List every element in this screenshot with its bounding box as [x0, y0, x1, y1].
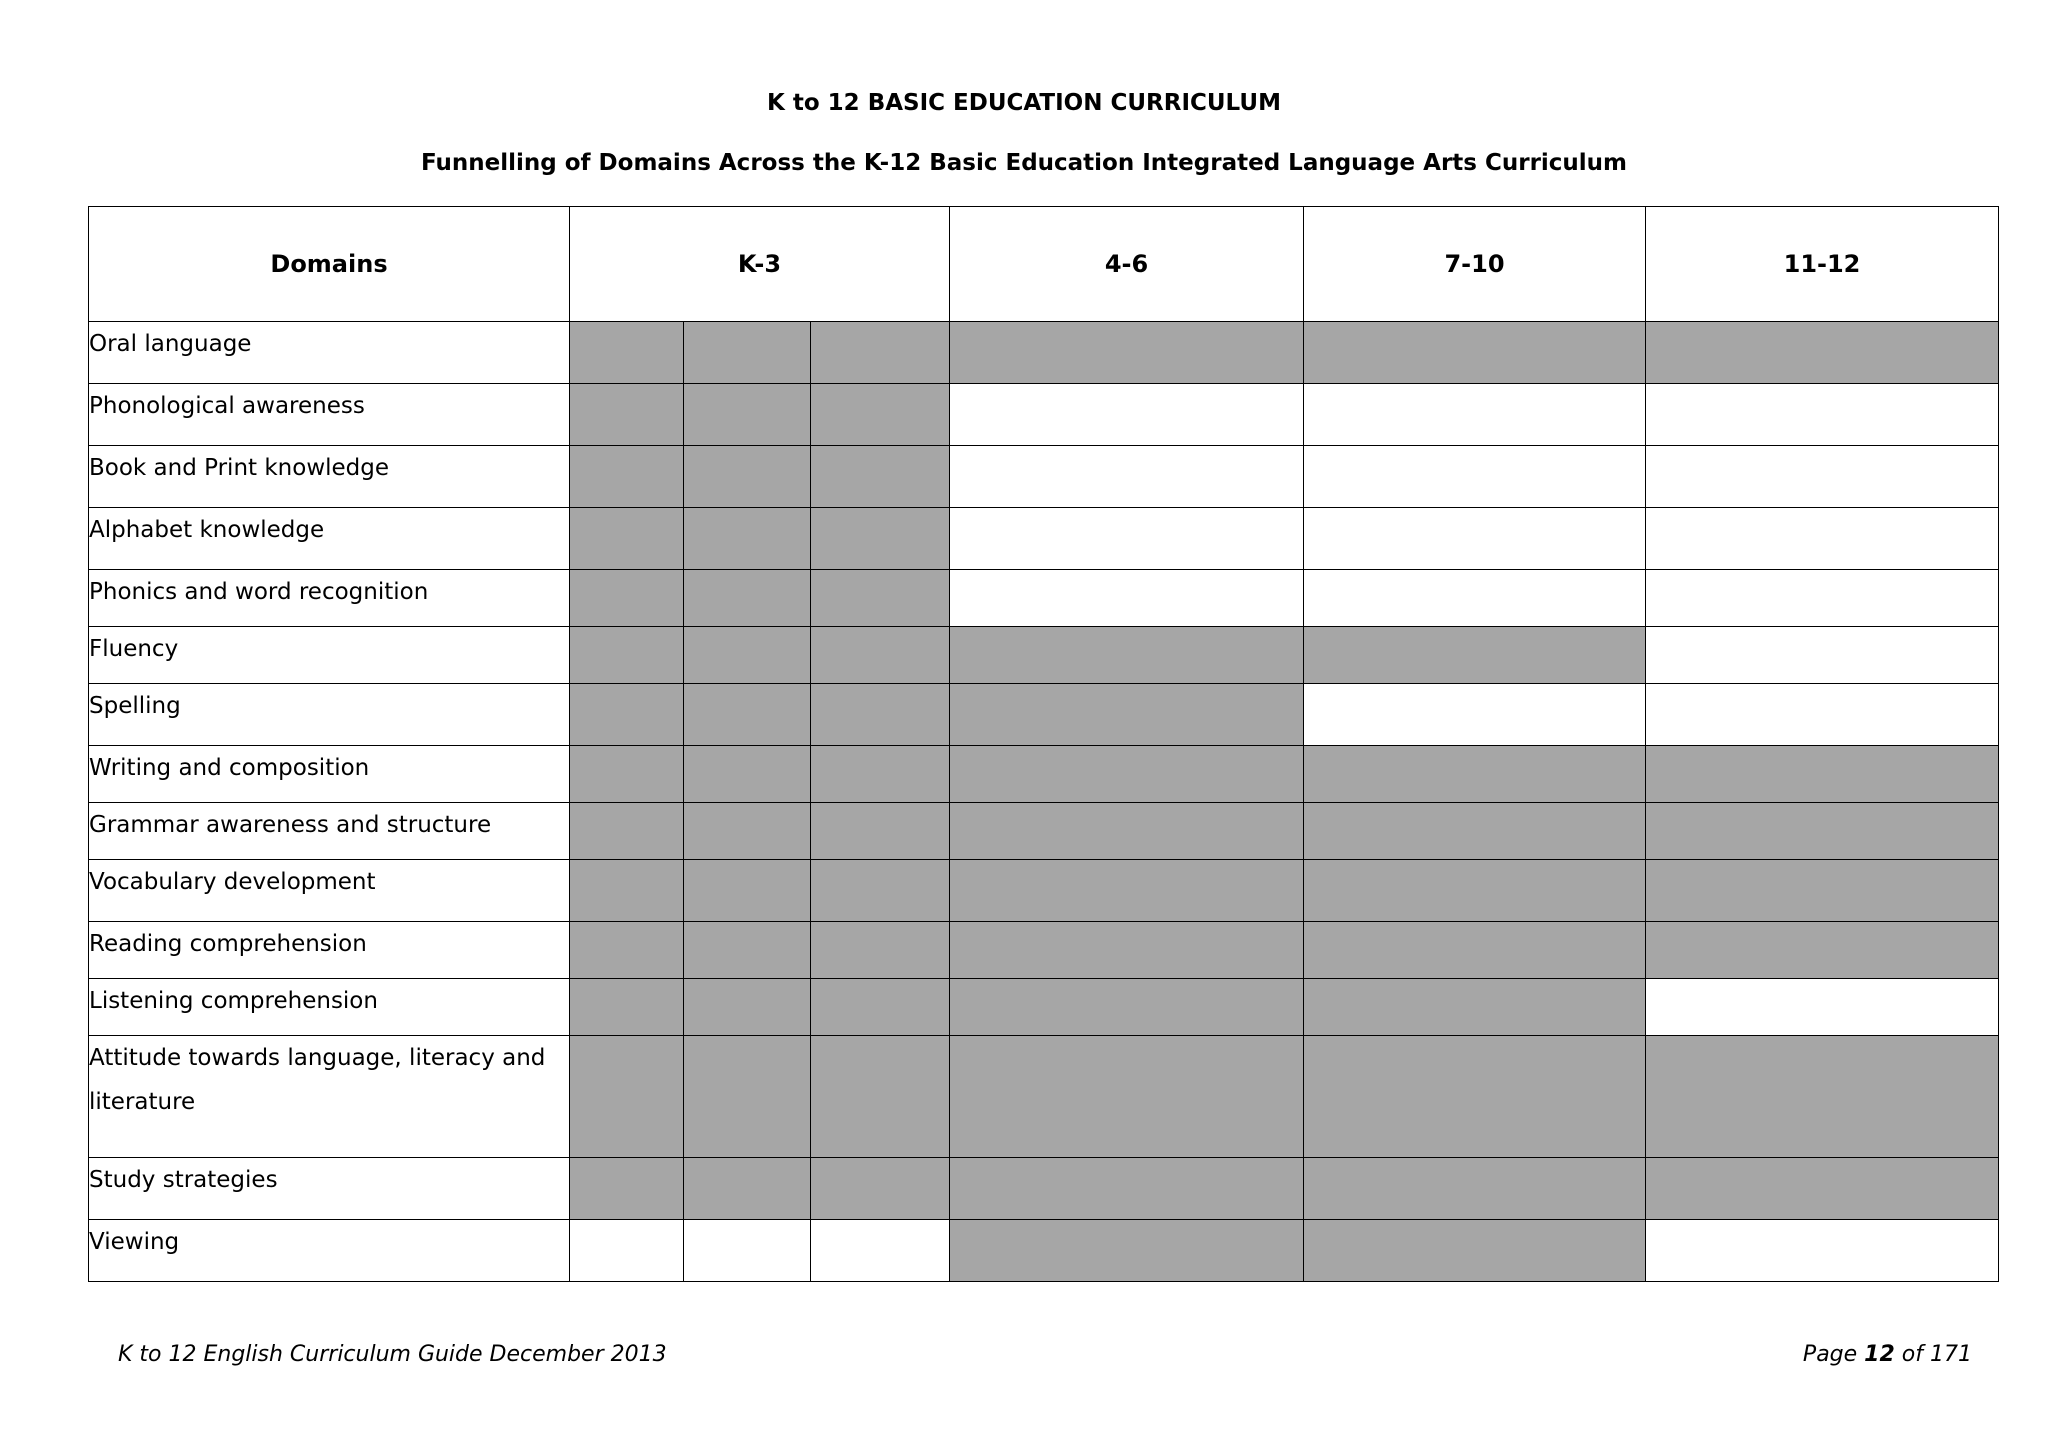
empty-cell — [1646, 979, 1999, 1036]
shaded-cell — [1304, 979, 1646, 1036]
table-row — [89, 979, 1999, 1036]
empty-cell — [950, 570, 1304, 627]
document-subtitle: Funnelling of Domains Across the K-12 Basic Education Integrated Language Arts Curriculum — [420, 150, 1628, 176]
shaded-cell — [684, 384, 811, 446]
shaded-cell — [570, 384, 684, 446]
shaded-cell — [950, 627, 1304, 684]
domain-label: Alphabet knowledge — [89, 508, 570, 570]
shaded-cell — [684, 746, 811, 803]
header-7-10: 7-10 — [1304, 207, 1646, 322]
shaded-cell — [570, 446, 684, 508]
header-domains: Domains — [89, 207, 570, 322]
empty-cell — [1304, 570, 1646, 627]
shaded-cell — [1646, 322, 1999, 384]
shaded-cell — [811, 446, 950, 508]
shaded-cell — [1646, 1036, 1999, 1158]
shaded-cell — [684, 860, 811, 922]
empty-cell — [1646, 508, 1999, 570]
shaded-cell — [570, 1158, 684, 1220]
shaded-cell — [950, 922, 1304, 979]
shaded-cell — [811, 922, 950, 979]
shaded-cell — [570, 570, 684, 627]
shaded-cell — [1646, 922, 1999, 979]
shaded-cell — [811, 979, 950, 1036]
shaded-cell — [811, 1158, 950, 1220]
shaded-cell — [950, 322, 1304, 384]
empty-cell — [1646, 684, 1999, 746]
empty-cell — [1304, 508, 1646, 570]
domain-label: Spelling — [89, 684, 570, 746]
domain-label: Fluency — [89, 627, 570, 684]
shaded-cell — [684, 1036, 811, 1158]
shaded-cell — [684, 627, 811, 684]
empty-cell — [950, 446, 1304, 508]
shaded-cell — [1646, 1158, 1999, 1220]
empty-cell — [1304, 684, 1646, 746]
empty-cell — [1646, 446, 1999, 508]
shaded-cell — [811, 627, 950, 684]
header-11-12: 11-12 — [1646, 207, 1999, 322]
table-row — [89, 1220, 1999, 1282]
shaded-cell — [811, 746, 950, 803]
shaded-cell — [1304, 746, 1646, 803]
shaded-cell — [570, 684, 684, 746]
shaded-cell — [811, 322, 950, 384]
empty-cell — [1646, 570, 1999, 627]
shaded-cell — [684, 1158, 811, 1220]
table-row — [89, 803, 1999, 860]
shaded-cell — [1304, 1220, 1646, 1282]
table-row — [89, 922, 1999, 979]
page-total: of 171 — [1901, 1342, 1972, 1367]
empty-cell — [1646, 627, 1999, 684]
shaded-cell — [570, 508, 684, 570]
header-4-6: 4-6 — [950, 207, 1304, 322]
shaded-cell — [950, 860, 1304, 922]
shaded-cell — [950, 746, 1304, 803]
shaded-cell — [811, 508, 950, 570]
shaded-cell — [950, 803, 1304, 860]
table-row — [89, 627, 1999, 684]
shaded-cell — [950, 1158, 1304, 1220]
shaded-cell — [684, 322, 811, 384]
table-row — [89, 746, 1999, 803]
empty-cell — [950, 384, 1304, 446]
empty-cell — [811, 1220, 950, 1282]
domain-label: Grammar awareness and structure — [89, 803, 570, 860]
empty-cell — [950, 508, 1304, 570]
shaded-cell — [1304, 860, 1646, 922]
shaded-cell — [1304, 803, 1646, 860]
shaded-cell — [1646, 803, 1999, 860]
table-row — [89, 684, 1999, 746]
shaded-cell — [811, 803, 950, 860]
domain-label: Phonological awareness — [89, 384, 570, 446]
shaded-cell — [570, 922, 684, 979]
empty-cell — [1646, 1220, 1999, 1282]
shaded-cell — [1304, 1036, 1646, 1158]
shaded-cell — [1646, 746, 1999, 803]
shaded-cell — [950, 1036, 1304, 1158]
table-body — [89, 322, 1999, 1282]
shaded-cell — [950, 1220, 1304, 1282]
shaded-cell — [684, 446, 811, 508]
table-row — [89, 322, 1999, 384]
shaded-cell — [811, 860, 950, 922]
shaded-cell — [811, 1036, 950, 1158]
shaded-cell — [570, 979, 684, 1036]
document-title: K to 12 BASIC EDUCATION CURRICULUM — [767, 90, 1281, 116]
shaded-cell — [811, 570, 950, 627]
shaded-cell — [1304, 627, 1646, 684]
domain-label: Book and Print knowledge — [89, 446, 570, 508]
empty-cell — [1304, 384, 1646, 446]
shaded-cell — [570, 1036, 684, 1158]
domain-label: Writing and composition — [89, 746, 570, 803]
table-row — [89, 446, 1999, 508]
empty-cell — [1646, 384, 1999, 446]
domain-label: Viewing — [89, 1220, 570, 1282]
empty-cell — [684, 1220, 811, 1282]
domain-label: Phonics and word recognition — [89, 570, 570, 627]
domain-label: Listening comprehension — [89, 979, 570, 1036]
empty-cell — [1304, 446, 1646, 508]
shaded-cell — [570, 860, 684, 922]
domain-label: Vocabulary development — [89, 860, 570, 922]
shaded-cell — [1304, 322, 1646, 384]
shaded-cell — [684, 979, 811, 1036]
domain-label: Attitude towards language, literacy and literature — [89, 1036, 570, 1158]
shaded-cell — [1304, 922, 1646, 979]
domains-table — [88, 206, 1999, 1282]
table-row — [89, 1158, 1999, 1220]
shaded-cell — [811, 384, 950, 446]
shaded-cell — [684, 570, 811, 627]
table-row — [89, 1036, 1999, 1158]
shaded-cell — [570, 627, 684, 684]
table-row — [89, 860, 1999, 922]
shaded-cell — [684, 803, 811, 860]
header-row — [89, 207, 1999, 322]
domain-label: Oral language — [89, 322, 570, 384]
shaded-cell — [1304, 1158, 1646, 1220]
shaded-cell — [684, 508, 811, 570]
footer-page-number — [1803, 1340, 1972, 1370]
header-k-3: K-3 — [570, 207, 950, 322]
empty-cell — [570, 1220, 684, 1282]
domain-label: Reading comprehension — [89, 922, 570, 979]
shaded-cell — [570, 746, 684, 803]
table-row — [89, 384, 1999, 446]
table-row — [89, 570, 1999, 627]
shaded-cell — [684, 922, 811, 979]
shaded-cell — [1646, 860, 1999, 922]
shaded-cell — [950, 979, 1304, 1036]
shaded-cell — [684, 684, 811, 746]
shaded-cell — [950, 684, 1304, 746]
footer-guide-title: K to 12 English Curriculum Guide December 2013 — [118, 1342, 667, 1367]
shaded-cell — [811, 684, 950, 746]
table-row — [89, 508, 1999, 570]
page-prefix: Page — [1802, 1342, 1858, 1367]
page-current: 12 — [1864, 1342, 1895, 1367]
shaded-cell — [570, 803, 684, 860]
domain-label: Study strategies — [89, 1158, 570, 1220]
shaded-cell — [570, 322, 684, 384]
